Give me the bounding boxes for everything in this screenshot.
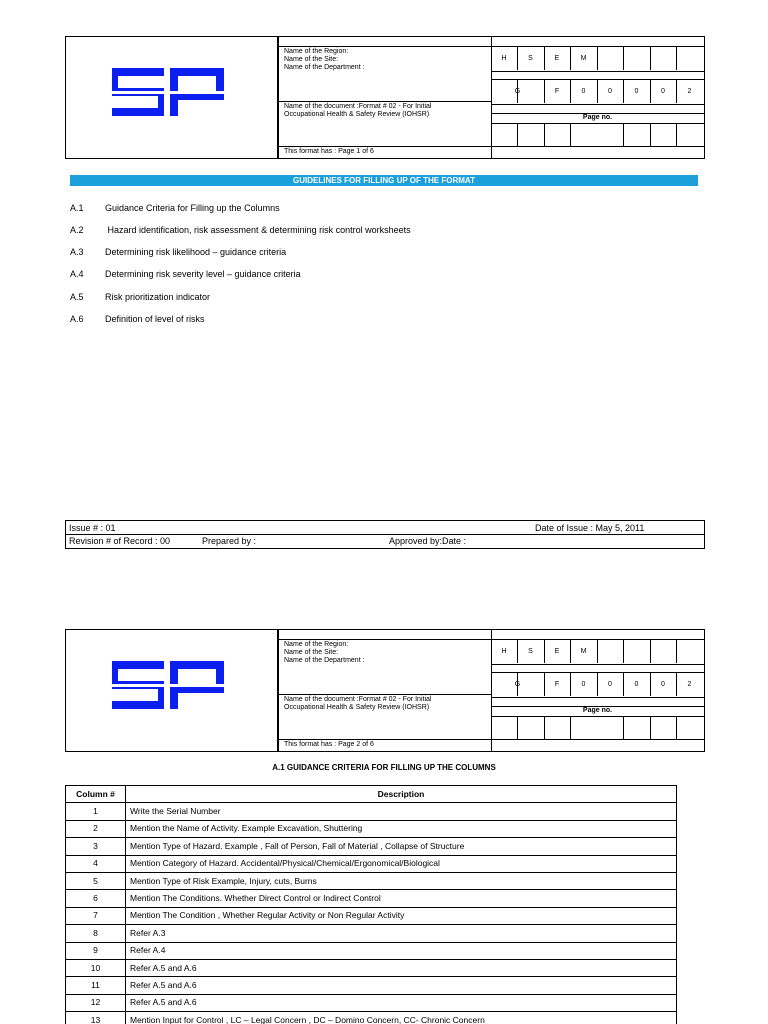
- column-number-cell: 5: [66, 872, 126, 889]
- code-cell: H: [501, 648, 507, 655]
- code-cell: 0: [608, 681, 612, 688]
- code-cell: 0: [581, 88, 586, 95]
- column-number-cell: 11: [66, 977, 126, 994]
- column-number-cell: 8: [66, 925, 126, 942]
- revision-number: Revision # of Record : 00: [69, 536, 171, 546]
- document-name: Name of the document :Format # 02 - For Initial: [284, 103, 432, 110]
- page-no-label: Page no.: [582, 114, 613, 121]
- description-cell: Mention the Name of Activity. Example Excavation, Shuttering: [126, 820, 677, 837]
- table-row: [66, 803, 677, 820]
- description-cell: Refer A.5 and A.6: [126, 959, 677, 976]
- date-of-issue: Date of Issue : May 5, 2011: [535, 523, 645, 533]
- description-cell: Mention The Condition , Whether Regular Activity or Non Regular Activity: [126, 907, 677, 924]
- section-title: A.1 GUIDANCE CRITERIA FOR FILLING UP THE COLUMNS: [272, 763, 496, 772]
- table-row: [66, 925, 677, 942]
- guidelines-banner: GUIDELINES FOR FILLING UP OF THE FORMAT: [70, 175, 698, 186]
- column-number-cell: 13: [66, 1012, 126, 1024]
- description-cell: Mention Type of Risk Example, Injury, cuts, Burns: [126, 872, 677, 889]
- issue-number: Issue # : 01: [69, 523, 116, 533]
- table-row: [66, 977, 677, 994]
- table-row: [66, 820, 677, 837]
- description-cell: Mention Input for Control , LC – Legal Concern , DC – Domino Concern, CC- Chronic Concern: [126, 1012, 677, 1024]
- header-info: [278, 630, 492, 751]
- document-name-line2: Occupational Health & Safety Review (IOHSR): [284, 704, 430, 711]
- code-cell: 0: [634, 681, 639, 688]
- department-label: Name of the Department :: [284, 64, 365, 71]
- document-header-page-2: [65, 629, 705, 752]
- code-cell: M: [580, 648, 587, 655]
- document-header-page-1: [65, 36, 705, 159]
- code-cell: E: [554, 648, 560, 655]
- code-cell: F: [554, 681, 560, 688]
- column-header: Description: [126, 786, 677, 803]
- company-logo: [112, 68, 224, 116]
- table-row: [66, 907, 677, 924]
- description-cell: Mention The Conditions. Whether Direct Control or Indirect Control: [126, 890, 677, 907]
- description-cell: Refer A.5 and A.6: [126, 977, 677, 994]
- code-cell: 2: [687, 681, 692, 688]
- document-code-grid: [491, 37, 704, 158]
- list-item: A.6 Definition of level of risks: [70, 314, 205, 324]
- description-cell: Write the Serial Number: [126, 803, 677, 820]
- approved-by: Approved by:Date :: [389, 536, 467, 546]
- list-item: A.4 Determining risk severity level – guidance criteria: [70, 269, 301, 279]
- list-item: A.3 Determining risk likelihood – guidance criteria: [70, 247, 287, 257]
- table-row: [66, 890, 677, 907]
- table-row: [66, 855, 677, 872]
- page-no-label: Page no.: [582, 707, 613, 714]
- code-cell: E: [554, 55, 560, 62]
- document-code-grid: [491, 630, 704, 751]
- list-item: A.1 Guidance Criteria for Filling up the Columns: [70, 203, 280, 213]
- code-cell: G: [514, 681, 521, 688]
- code-cell: M: [580, 55, 587, 62]
- format-page-count: This format has : Page 2 of 6: [284, 741, 374, 748]
- column-number-cell: 12: [66, 994, 126, 1011]
- description-cell: Mention Type of Hazard. Example , Fall of Person, Fall of Material , Collapse of Structure: [126, 838, 677, 855]
- format-page-count: This format has : Page 1 of 6: [284, 148, 374, 155]
- code-cell: G: [514, 88, 521, 95]
- column-number-cell: 10: [66, 959, 126, 976]
- table-header-row: [66, 786, 677, 803]
- description-cell: Refer A.5 and A.6: [126, 994, 677, 1011]
- logo-cell: [66, 37, 278, 158]
- guidance-criteria-table: [65, 785, 677, 1024]
- document-name-line2: Occupational Health & Safety Review (IOHSR): [284, 111, 430, 118]
- column-number-cell: 7: [66, 907, 126, 924]
- document-footer: [65, 520, 705, 549]
- column-number-cell: 3: [66, 838, 126, 855]
- code-cell: 0: [581, 681, 586, 688]
- column-header: Column #: [66, 786, 126, 803]
- column-number-cell: 9: [66, 942, 126, 959]
- company-logo: [112, 661, 224, 709]
- table-row: [66, 959, 677, 976]
- list-item: A.2 Hazard identification, risk assessment & determining risk control worksheets: [70, 225, 411, 235]
- code-cell: 0: [661, 681, 665, 688]
- code-cell: 0: [661, 88, 665, 95]
- header-info: [278, 37, 492, 158]
- code-cell: S: [528, 55, 533, 62]
- column-number-cell: 6: [66, 890, 126, 907]
- logo-cell: [66, 630, 278, 751]
- region-label: Name of the Region:: [284, 641, 349, 648]
- code-cell: F: [554, 88, 560, 95]
- site-label: Name of the Site:: [284, 56, 339, 63]
- column-number-cell: 1: [66, 803, 126, 820]
- description-cell: Mention Category of Hazard. Accidental/Physical/Chemical/Ergonomical/Biological: [126, 855, 677, 872]
- code-cell: H: [501, 55, 507, 62]
- prepared-by: Prepared by :: [202, 536, 257, 546]
- column-number-cell: 4: [66, 855, 126, 872]
- column-number-cell: 2: [66, 820, 126, 837]
- list-item: A.5 Risk prioritization indicator: [70, 292, 211, 302]
- region-label: Name of the Region:: [284, 48, 349, 55]
- site-label: Name of the Site:: [284, 649, 339, 656]
- document-name: Name of the document :Format # 02 - For Initial: [284, 696, 432, 703]
- table-row: [66, 872, 677, 889]
- code-cell: 0: [608, 88, 612, 95]
- code-cell: 0: [634, 88, 639, 95]
- code-cell: 2: [687, 88, 692, 95]
- table-row: [66, 838, 677, 855]
- description-cell: Refer A.4: [126, 942, 677, 959]
- description-cell: Refer A.3: [126, 925, 677, 942]
- table-row: [66, 942, 677, 959]
- code-cell: S: [528, 648, 533, 655]
- department-label: Name of the Department :: [284, 657, 365, 664]
- table-row: [66, 994, 677, 1011]
- table-row: [66, 1012, 677, 1024]
